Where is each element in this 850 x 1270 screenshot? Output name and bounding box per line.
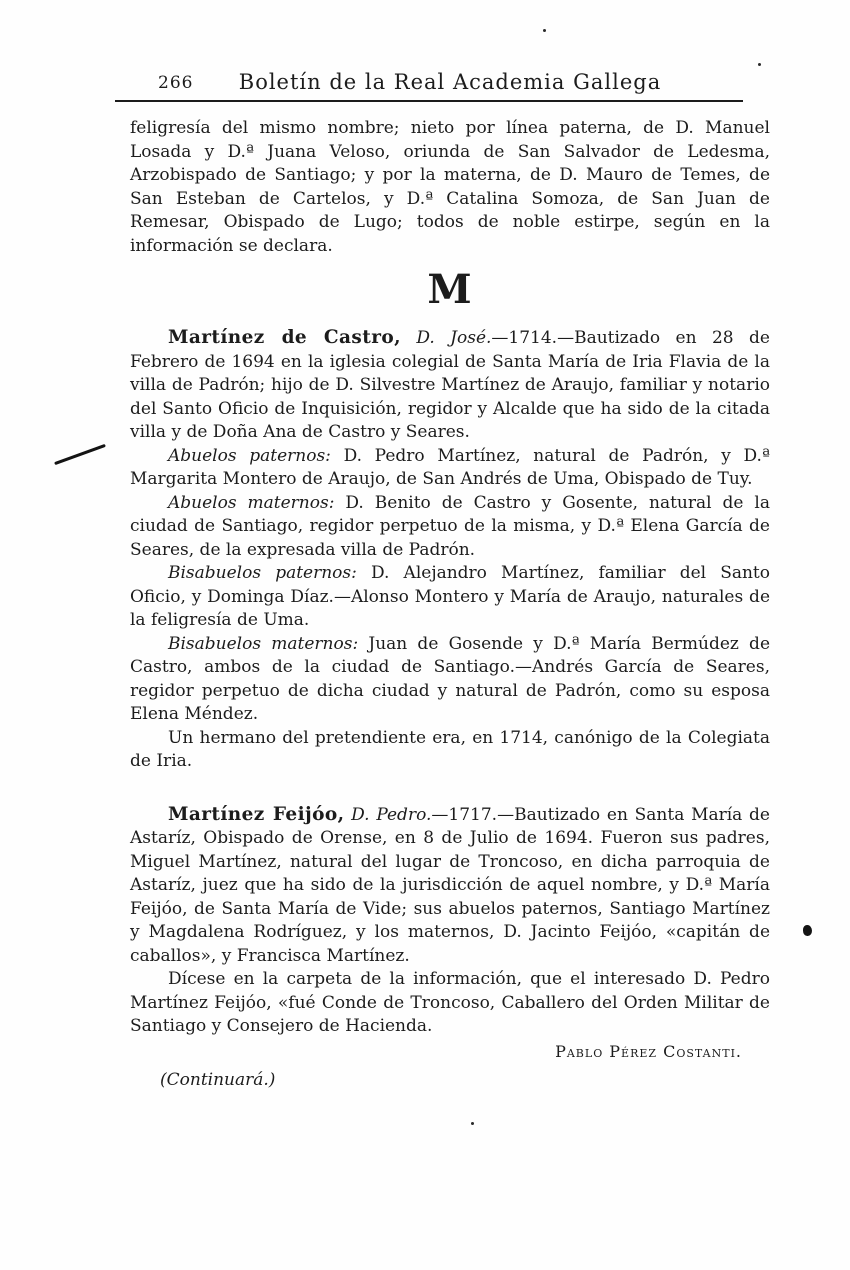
paragraph-text: Un hermano del pretendiente era, en 1714, canónigo de la Colegiata de Iria. — [130, 727, 770, 771]
paragraph-text: D. Alejandro Martínez, familiar del Santo Oficio, y Dominga Díaz.—Alonso Montero y María de Araujo, naturales de la feligresía de Uma. — [130, 563, 771, 630]
intro-paragraph: feligresía del mismo nombre; nieto por línea paterna, de D. Manuel Losada y D.ª Juana Veloso, oriunda de San Salvador de Ledesma, Arzobispado de Santiago; y por la materna, de D. Mauro de Temes, de San Esteban de Cartelos, y D.ª Catalina Somoza, de San Juan de Remesar, Obispado de Lugo; todos de noble estirpe, según en la información se declara. — [130, 118, 770, 256]
entry-1-paragraph-abuelos-maternos — [130, 492, 770, 563]
scan-speck — [471, 1122, 474, 1125]
margin-pen-mark — [54, 444, 106, 465]
paragraph-lead: Bisabuelos maternos: — [168, 633, 359, 654]
entry-2-name: Martínez Feijóo, — [168, 803, 345, 825]
entry-1-heading-paragraph — [130, 326, 770, 445]
entry-1-paragraph-bisabuelos-maternos — [130, 633, 770, 727]
ink-blot-mark — [803, 925, 812, 936]
journal-title: Boletín de la Real Academia Gallega — [238, 70, 662, 94]
entry-1-name: Martínez de Castro, — [168, 327, 401, 348]
entry-1-honorific: D. José. — [400, 328, 492, 348]
entry-2-lead-text: —1717.—Bautizado en Santa María de Astaríz, Obispado de Orense, en 8 de Julio de 1694. Fueron sus padres, Miguel Martínez, natural del lugar de Troncoso, en dicha parroquia de Astaríz, juez que ha sido de la jurisdicción de aquel nombre, y D.ª María Feijóo, de Santa María de Vide; sus abuelos paternos, Santiago Martínez y Magdalena Rodríguez, y los maternos, D. Jacinto Feijóo, «capitán de caballos», y Francisca Martínez. — [130, 804, 770, 966]
paragraph-text: D. Benito de Castro y Gosente, natural de la ciudad de Santiago, regidor perpetuo de la misma, y D.ª Elena García de Seares, de la expresada villa de Padrón. — [130, 492, 770, 560]
paragraph-text: Dícese en la carpeta de la información, que el interesado D. Pedro Martínez Feijóo, «fué Conde de Troncoso, Caballero del Orden Militar de Santiago y Consejero de Hacienda. — [130, 969, 770, 1036]
paragraph-lead: Abuelos maternos: — [168, 492, 335, 513]
page-number: 266 — [158, 73, 194, 93]
author-signature: Pablo Pérez Costanti. — [555, 1041, 742, 1061]
entry-1-lead-text: —1714.—Bautizado en 28 de Febrero de 1694 en la iglesia colegial de Santa María de Iria Flavia de la villa de Padrón; hijo de D. Silvestre Martínez de Araujo, familiar y notario del Santo Oficio de Inquisición, regidor y Alcalde que ha sido de la citada villa y de Doña Ana de Castro y Seares. — [130, 328, 770, 442]
page-header — [130, 70, 770, 98]
page-body — [130, 117, 770, 1090]
paragraph-text: Juan de Gosende y D.ª María Bermúdez de Castro, ambos de la ciudad de Santiago.—Andrés García de Seares, regidor perpetuo de dicha ciudad y natural de Padrón, como su esposa Elena Méndez. — [130, 633, 771, 724]
scan-speck — [758, 63, 761, 66]
continuation-note: (Continuará.) — [160, 1069, 276, 1090]
entry-1-paragraph-bisabuelos-paternos — [130, 562, 770, 633]
paragraph-text: D. Pedro Martínez, natural de Padrón, y D.ª Margarita Montero de Araujo, de San Andrés de Uma, Obispado de Tuy. — [130, 445, 770, 489]
entry-1-paragraph-hermano — [130, 727, 770, 774]
section-letter-heading: M — [427, 266, 473, 313]
entry-2-paragraph-dicese — [130, 968, 770, 1039]
scan-speck — [543, 29, 546, 32]
paragraph-lead: Bisabuelos paternos: — [168, 563, 357, 583]
entry-2-honorific: D. Pedro. — [344, 804, 432, 825]
entry-2-heading-paragraph — [130, 803, 770, 969]
header-rule — [115, 100, 743, 102]
entry-1-paragraph-abuelos-paternos — [130, 445, 770, 492]
paragraph-lead: Abuelos paternos: — [168, 445, 331, 466]
